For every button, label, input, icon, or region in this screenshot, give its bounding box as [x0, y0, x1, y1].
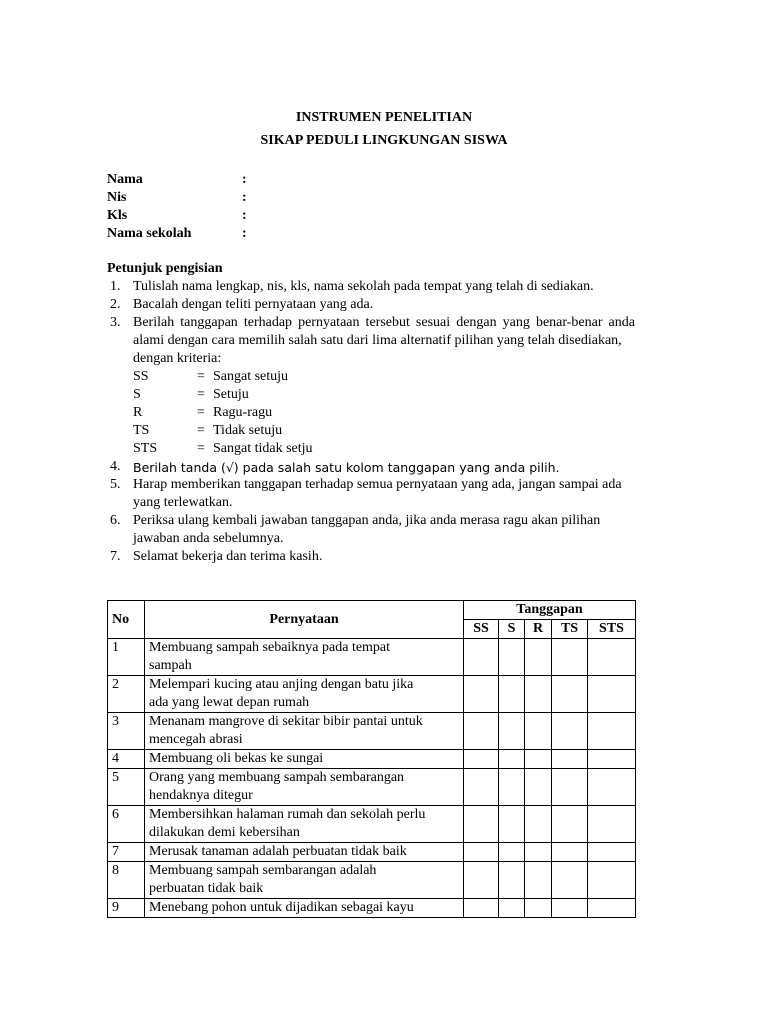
- identity-colon: :: [242, 208, 247, 223]
- statement-line: Melempari kucing atau anjing dengan batu jika: [149, 677, 414, 692]
- response-cell-ss[interactable]: [464, 713, 499, 750]
- statement-line: ada yang lewat depan rumah: [149, 695, 310, 710]
- instruction-text: yang terlewatkan.: [133, 495, 233, 510]
- statement-line: Membuang sampah sembarangan adalah: [149, 863, 377, 878]
- statement-cell: [145, 769, 464, 806]
- row-number: 2: [108, 676, 145, 713]
- criteria-code: SS: [133, 369, 149, 384]
- response-cell-ss[interactable]: [464, 862, 499, 899]
- row-number: 5: [108, 769, 145, 806]
- instruction-text: Bacalah dengan teliti pernyataan yang ada.: [133, 297, 374, 312]
- response-table: [107, 600, 636, 918]
- statement-line: Membuang sampah sebaiknya pada tempat: [149, 640, 391, 655]
- response-cell-s[interactable]: [499, 806, 525, 843]
- instruction-text: alami dengan cara memilih salah satu dari lima alternatif pilihan yang telah disediakan,: [133, 333, 622, 348]
- response-cell-ts[interactable]: [552, 899, 588, 918]
- identity-label: Nis: [107, 190, 127, 205]
- statement-cell: [145, 750, 464, 769]
- instruction-number: 5.: [110, 477, 121, 492]
- response-cell-s[interactable]: [499, 750, 525, 769]
- response-cell-ts[interactable]: [552, 639, 588, 676]
- instruction-text: Harap memberikan tanggapan terhadap semua pernyataan yang ada, jangan sampai ada: [133, 477, 622, 492]
- instruction-text: Selamat bekerja dan terima kasih.: [133, 549, 323, 564]
- response-cell-sts[interactable]: [588, 769, 636, 806]
- response-cell-ts[interactable]: [552, 806, 588, 843]
- response-cell-r[interactable]: [525, 862, 552, 899]
- criteria-description: Tidak setuju: [213, 423, 283, 438]
- statement-line: Membersihkan halaman rumah dan sekolah perlu: [149, 807, 426, 822]
- response-cell-sts[interactable]: [588, 843, 636, 862]
- response-cell-ts[interactable]: [552, 676, 588, 713]
- instruction-number: 2.: [110, 297, 121, 312]
- column-header-r: R: [525, 620, 552, 639]
- column-header-sts: STS: [588, 620, 636, 639]
- criteria-equals: =: [197, 387, 205, 402]
- row-number: 9: [108, 899, 145, 918]
- instruction-number: 1.: [110, 279, 121, 294]
- identity-colon: :: [242, 190, 247, 205]
- response-cell-ss[interactable]: [464, 899, 499, 918]
- table-row: [108, 750, 636, 769]
- statement-cell: [145, 899, 464, 918]
- statement-line: Menebang pohon untuk dijadikan sebagai kayu: [149, 900, 414, 915]
- statement-cell: [145, 843, 464, 862]
- row-number: 6: [108, 806, 145, 843]
- table-row: [108, 676, 636, 713]
- response-cell-sts[interactable]: [588, 899, 636, 918]
- statement-line: sampah: [149, 658, 192, 673]
- instruction-number: 4.: [110, 459, 121, 474]
- statement-line: mencegah abrasi: [149, 732, 243, 747]
- response-cell-sts[interactable]: [588, 639, 636, 676]
- identity-label: Nama: [107, 172, 143, 187]
- response-cell-ss[interactable]: [464, 843, 499, 862]
- statement-line: hendaknya ditegur: [149, 788, 253, 803]
- response-cell-r[interactable]: [525, 676, 552, 713]
- table-row: [108, 639, 636, 676]
- response-cell-r[interactable]: [525, 899, 552, 918]
- instruction-text: jawaban anda sebelumnya.: [133, 531, 284, 546]
- response-cell-ss[interactable]: [464, 639, 499, 676]
- instruction-number: 6.: [110, 513, 121, 528]
- response-cell-ts[interactable]: [552, 713, 588, 750]
- table-row: [108, 843, 636, 862]
- row-number: 4: [108, 750, 145, 769]
- criteria-description: Setuju: [213, 387, 249, 402]
- criteria-code: S: [133, 387, 141, 402]
- instruction-text: Periksa ulang kembali jawaban tanggapan anda, jika anda merasa ragu akan pilihan: [133, 513, 601, 528]
- statement-cell: [145, 713, 464, 750]
- statement-cell: [145, 676, 464, 713]
- response-cell-ts[interactable]: [552, 750, 588, 769]
- instruction-text: Tulislah nama lengkap, nis, kls, nama sekolah pada tempat yang telah di sediakan.: [133, 279, 594, 294]
- response-cell-ss[interactable]: [464, 806, 499, 843]
- column-header-response: Tanggapan: [464, 601, 636, 620]
- response-cell-ts[interactable]: [552, 843, 588, 862]
- criteria-description: Ragu-ragu: [213, 405, 273, 420]
- criteria-equals: =: [197, 441, 205, 456]
- statement-cell: [145, 806, 464, 843]
- statement-line: dilakukan demi kebersihan: [149, 825, 300, 840]
- response-cell-sts[interactable]: [588, 750, 636, 769]
- response-cell-sts[interactable]: [588, 862, 636, 899]
- response-cell-ts[interactable]: [552, 862, 588, 899]
- response-cell-s[interactable]: [499, 843, 525, 862]
- criteria-equals: =: [197, 423, 205, 438]
- statement-line: Menanam mangrove di sekitar bibir pantai untuk: [149, 714, 423, 729]
- criteria-code: R: [133, 405, 143, 420]
- response-cell-sts[interactable]: [588, 806, 636, 843]
- response-cell-s[interactable]: [499, 639, 525, 676]
- row-number: 3: [108, 713, 145, 750]
- column-header-ts: TS: [552, 620, 588, 639]
- table-row: [108, 806, 636, 843]
- identity-label: Nama sekolah: [107, 226, 192, 241]
- table-header-row: [108, 601, 636, 620]
- statement-cell: [145, 862, 464, 899]
- response-cell-sts[interactable]: [588, 676, 636, 713]
- instruction-text: Berilah tanggapan terhadap pernyataan tersebut sesuai dengan yang benar-benar anda: [133, 315, 635, 330]
- criteria-code: TS: [133, 423, 150, 438]
- row-number: 7: [108, 843, 145, 862]
- row-number: 8: [108, 862, 145, 899]
- column-header-statement: Pernyataan: [145, 601, 464, 639]
- response-cell-ss[interactable]: [464, 750, 499, 769]
- statement-cell: [145, 639, 464, 676]
- statement-line: Orang yang membuang sampah sembarangan: [149, 770, 405, 785]
- criteria-equals: =: [197, 405, 205, 420]
- response-cell-s[interactable]: [499, 713, 525, 750]
- response-cell-r[interactable]: [525, 843, 552, 862]
- table-row: [108, 862, 636, 899]
- response-cell-ts[interactable]: [552, 769, 588, 806]
- response-cell-s[interactable]: [499, 769, 525, 806]
- row-number: 1: [108, 639, 145, 676]
- instruction-number: 3.: [110, 315, 121, 330]
- criteria-equals: =: [197, 369, 205, 384]
- table-row: [108, 713, 636, 750]
- response-cell-s[interactable]: [499, 899, 525, 918]
- response-cell-r[interactable]: [525, 713, 552, 750]
- table-row: [108, 899, 636, 918]
- response-cell-ss[interactable]: [464, 769, 499, 806]
- response-cell-r[interactable]: [525, 639, 552, 676]
- identity-label: Kls: [107, 208, 128, 223]
- identity-colon: :: [242, 226, 247, 241]
- title-line-2: SIKAP PEDULI LINGKUNGAN SISWA: [260, 133, 508, 148]
- title-line-1: INSTRUMEN PENELITIAN: [295, 110, 473, 125]
- response-cell-s[interactable]: [499, 676, 525, 713]
- criteria-description: Sangat tidak setju: [213, 441, 313, 456]
- column-header-no: No: [108, 601, 145, 639]
- instruction-text: Berilah tanda (√) pada salah satu kolom tanggapan yang anda pilih.: [133, 460, 560, 475]
- response-cell-s[interactable]: [499, 862, 525, 899]
- instructions-heading: Petunjuk pengisian: [107, 261, 223, 276]
- response-cell-sts[interactable]: [588, 713, 636, 750]
- statement-line: perbuatan tidak baik: [149, 881, 264, 896]
- statement-line: Merusak tanaman adalah perbuatan tidak baik: [149, 844, 407, 859]
- response-cell-r[interactable]: [525, 806, 552, 843]
- criteria-code: STS: [133, 441, 158, 456]
- instruction-text: dengan kriteria:: [133, 351, 222, 366]
- response-cell-r[interactable]: [525, 769, 552, 806]
- criteria-description: Sangat setuju: [213, 369, 289, 384]
- instruction-number: 7.: [110, 549, 121, 564]
- column-header-ss: SS: [464, 620, 499, 639]
- response-cell-r[interactable]: [525, 750, 552, 769]
- table-row: [108, 769, 636, 806]
- column-header-s: S: [499, 620, 525, 639]
- statement-line: Membuang oli bekas ke sungai: [149, 751, 324, 766]
- identity-colon: :: [242, 172, 247, 187]
- response-cell-ss[interactable]: [464, 676, 499, 713]
